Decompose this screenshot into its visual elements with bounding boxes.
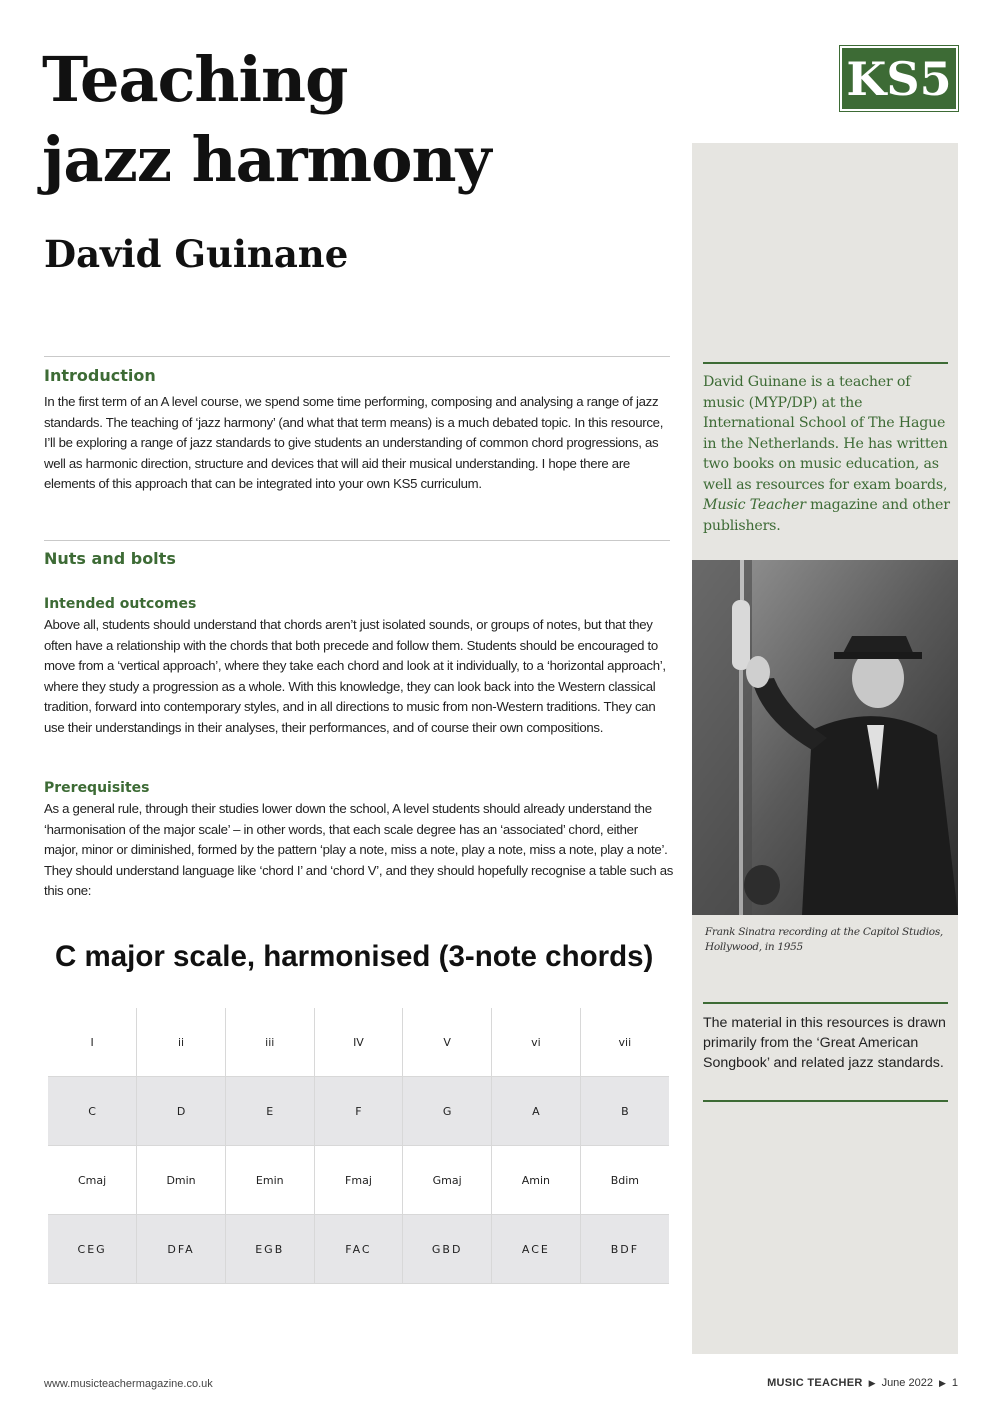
- table-row: [48, 1146, 669, 1215]
- table-cell: Emin: [225, 1146, 314, 1215]
- bio-text-1: David Guinane is a teacher of music (MYP/DP) at the International School of The Hague in the Netherlands. He has written two books on music education, as well as resources for exam boards,: [703, 374, 948, 493]
- table-cell: Dmin: [137, 1146, 226, 1215]
- table-cell: iii: [225, 1008, 314, 1077]
- footer-brand: MUSIC TEACHER: [767, 1377, 863, 1389]
- table-cell: BDF: [580, 1215, 669, 1284]
- table-cell: A: [492, 1077, 581, 1146]
- table-title: C major scale, harmonised (3-note chords): [55, 940, 654, 973]
- nuts-and-bolts-heading: Nuts and bolts: [44, 549, 176, 568]
- sidebar-divider: [703, 362, 948, 364]
- title-line-1: Teaching: [42, 43, 348, 116]
- introduction-heading: Introduction: [44, 366, 156, 385]
- table-cell: EGB: [225, 1215, 314, 1284]
- harmonised-scale-table: [48, 1008, 669, 1284]
- photo-caption: Frank Sinatra recording at the Capitol Studios, Hollywood, in 1955: [705, 926, 943, 953]
- intended-outcomes-body: Above all, students should understand that chords aren’t just isolated sounds, or groups of notes, but that they often have a relationship with the chords that both precede and follow them. Students should be encouraged to move from a ‘vertical approach’, where they take each chord and look at it individually, to a ‘horizontal approach’, where they study a progression as a whole. With this knowledge, they can look back into the Western classical tradition, forward into contemporary styles, and in all directions to music from non-Western traditions. They can use their understandings in their analyses, their performances, and of course their own compositions.: [44, 617, 666, 735]
- table-cell: D: [137, 1077, 226, 1146]
- table-cell: vii: [618, 1035, 632, 1049]
- table-cell: Cmaj: [48, 1146, 137, 1215]
- table-cell: G: [403, 1077, 492, 1146]
- table-cell: Amin: [492, 1146, 581, 1215]
- prerequisites-body: As a general rule, through their studies lower down the school, A level students should already understand the ‘harmonisation of the major scale’ – in other words, that each scale degree has an ‘associated’ chord, either major, minor or diminished, formed by the pattern ‘play a note, miss a note, play a note, miss a note, play a note’. They should understand language like ‘chord I’ and ‘chord V’, and they should hopefully recognise a table such as this one:: [44, 801, 674, 898]
- page-title: [42, 40, 491, 200]
- table-row: [48, 1215, 669, 1284]
- table-cell: Bdim: [610, 1173, 640, 1187]
- sidebar-note: The material in this resources is drawn primarily from the ‘Great American Songbook’ and related jazz standards.: [703, 1015, 946, 1071]
- prerequisites-heading: Prerequisites: [44, 780, 150, 796]
- table-cell: F: [314, 1077, 403, 1146]
- table-cell: I: [48, 1008, 137, 1077]
- table-cell: GBD: [403, 1215, 492, 1284]
- table-cell: FAC: [314, 1215, 403, 1284]
- table-cell: vi: [492, 1008, 581, 1077]
- table-cell: IV: [314, 1008, 403, 1077]
- footer-page-number: 1: [951, 1377, 958, 1389]
- footer-url[interactable]: www.musicteachermagazine.co.uk: [44, 1378, 213, 1390]
- table-cell: ACE: [492, 1215, 581, 1284]
- table-row: [48, 1008, 669, 1077]
- table-cell: CEG: [48, 1215, 137, 1284]
- intended-outcomes-heading: Intended outcomes: [44, 596, 197, 612]
- table-cell: B: [580, 1077, 669, 1146]
- table-cell: Fmaj: [314, 1146, 403, 1215]
- divider: [44, 356, 670, 357]
- triangle-right-icon: ▶: [868, 1377, 876, 1388]
- title-line-2: jazz harmony: [42, 123, 491, 196]
- table-cell: DFA: [137, 1215, 226, 1284]
- footer-date: June 2022: [881, 1377, 933, 1389]
- sinatra-photo: [692, 560, 958, 915]
- sidebar-divider: [703, 1100, 948, 1102]
- table-cell: C: [48, 1077, 137, 1146]
- table-cell: V: [403, 1008, 492, 1077]
- table-cell: Gmaj: [403, 1146, 492, 1215]
- triangle-right-icon: ▶: [938, 1377, 946, 1388]
- author-bio: [703, 372, 953, 536]
- author-name: David Guinane: [44, 232, 349, 276]
- table-cell: E: [225, 1077, 314, 1146]
- photo-illustration: [692, 560, 958, 915]
- key-stage-badge: KS5: [840, 46, 958, 111]
- divider: [44, 540, 670, 541]
- introduction-body: In the first term of an A level course, we spend some time performing, composing and analysing a range of jazz standards. The teaching of ‘jazz harmony’ (and what that term means) is a much debated topic. In this resource, I’ll be exploring a range of jazz standards to give students an understanding of common chord progressions, as well as harmonic direction, structure and devices that will aid their musical understanding. I hope there are elements of this approach that can be integrated into your own KS5 curriculum.: [44, 394, 664, 491]
- bio-magazine-name: Music Teacher: [703, 497, 806, 513]
- footer-info: [767, 1377, 958, 1389]
- table-row: [48, 1077, 669, 1146]
- sidebar-divider: [703, 1002, 948, 1004]
- table-cell: ii: [137, 1008, 226, 1077]
- bio-text-2: magazine and other publishers.: [703, 497, 950, 534]
